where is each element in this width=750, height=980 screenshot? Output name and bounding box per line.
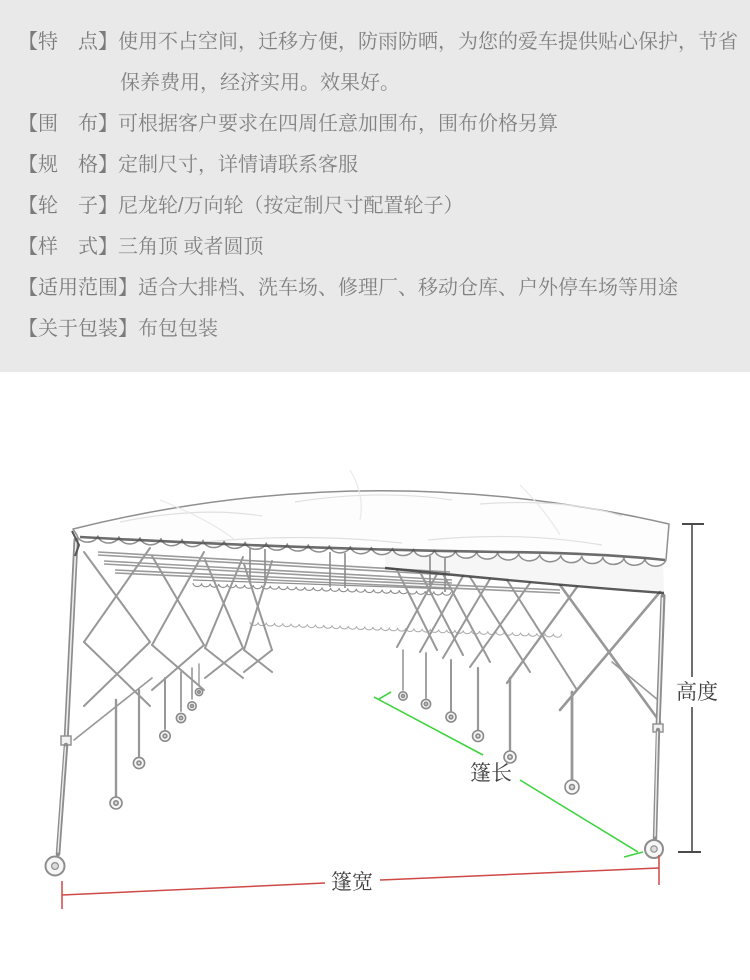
front-left-leg <box>46 540 77 876</box>
desc-text: 三角顶 或者圆顶 <box>118 236 264 258</box>
desc-item-features <box>0 22 748 104</box>
feature-text-section <box>0 0 750 372</box>
width-label: 篷宽 <box>331 871 373 894</box>
desc-item-style <box>0 227 748 268</box>
desc-item-wheels <box>0 186 748 227</box>
desc-item-packing <box>0 309 748 350</box>
carport-diagram <box>0 372 750 980</box>
desc-label: 【围 布】 <box>18 113 118 135</box>
height-label: 高度 <box>676 681 718 704</box>
desc-label: 【轮 子】 <box>18 195 118 217</box>
desc-text: 定制尺寸，详情请联系客服 <box>118 154 358 176</box>
front-right-leg <box>645 596 663 858</box>
carport-diagram-section <box>0 372 750 980</box>
desc-label: 【适用范围】 <box>18 277 138 299</box>
desc-label: 【关于包装】 <box>18 318 138 340</box>
desc-text: 尼龙轮/万向轮（按定制尺寸配置轮子） <box>118 195 464 217</box>
inner-valance-strips <box>193 580 562 637</box>
desc-text: 可根据客户要求在四周任意加围布，围布价格另算 <box>118 113 558 135</box>
right-scissor-legs <box>397 570 660 781</box>
desc-label: 【规 格】 <box>18 154 118 176</box>
desc-item-spec <box>0 145 748 186</box>
desc-label: 【样 式】 <box>18 236 118 258</box>
left-scissor-legs <box>74 548 272 796</box>
desc-text: 布包包装 <box>138 318 218 340</box>
desc-item-usage <box>0 268 748 309</box>
desc-label: 【特 点】 <box>18 31 118 53</box>
desc-item-cloth <box>0 104 748 145</box>
desc-text: 适合大排档、洗车场、修理厂、移动仓库、户外停车场等用途 <box>138 277 678 299</box>
length-label: 篷长 <box>470 762 512 785</box>
desc-text: 使用不占空间，迁移方便，防雨防晒，为您的爱车提供贴心保护，节省保养费用，经济实用。效果好。 <box>118 31 738 94</box>
